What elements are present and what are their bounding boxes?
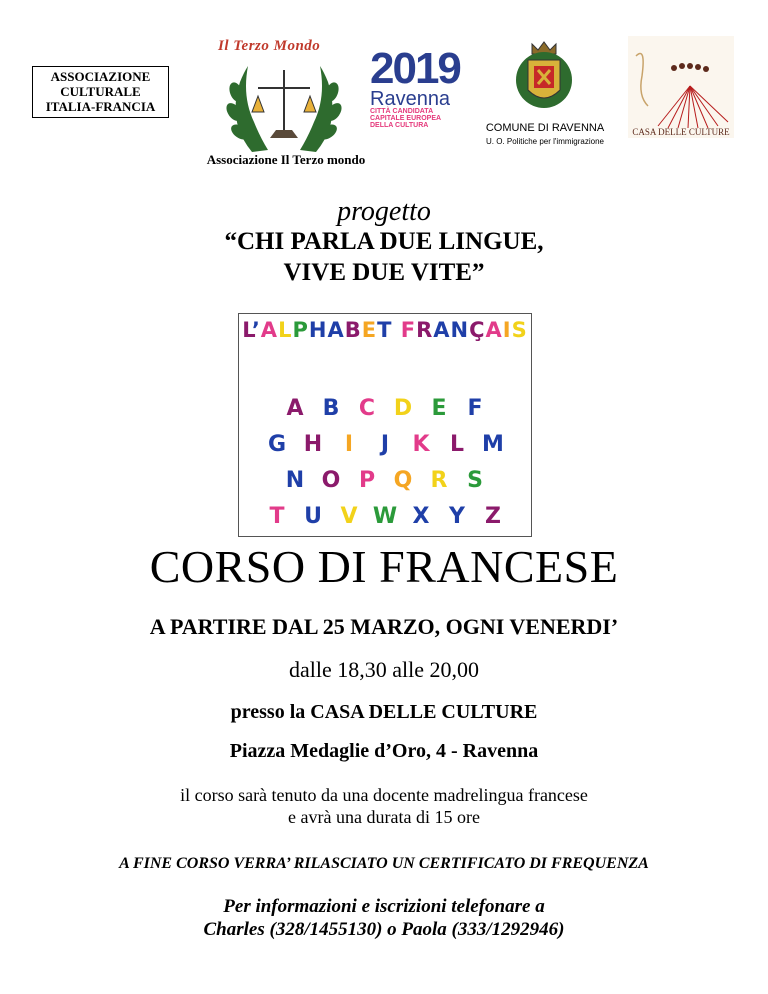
alphabet-title-letter: N	[450, 318, 470, 342]
course-title: CORSO DI FRANCESE	[149, 541, 619, 592]
ravenna-tagline-2: CAPITALE EUROPEA	[370, 115, 442, 122]
ravenna-tagline-1: CITTÀ CANDIDATA	[370, 108, 434, 115]
alphabet-letter-v: V	[340, 504, 358, 529]
alphabet-title-letter: R	[416, 318, 434, 342]
terzo-mondo-logo-title: Il Terzo Mondo	[218, 38, 321, 54]
course-info	[0, 784, 768, 828]
contact-line-2: Charles (328/1455130) o Paola (333/1292946)	[203, 919, 565, 940]
alphabet-letter-i: I	[344, 432, 354, 457]
alphabet-letter-t: T	[269, 504, 285, 529]
alphabet-title-letter: I	[502, 318, 512, 342]
ravenna-2019-logo	[370, 44, 470, 132]
info-line-2: e avrà una durata di 15 ore	[288, 807, 480, 827]
ravenna-name: Ravenna	[370, 88, 451, 110]
alphabet-row-1	[239, 396, 531, 421]
comune-di-ravenna: COMUNE DI RAVENNA	[485, 122, 605, 134]
alphabet-letter-y: Y	[449, 504, 465, 529]
alphabet-title-letter: E	[361, 318, 378, 342]
alphabet-letter-p: P	[358, 468, 376, 493]
alphabet-letter-a: A	[286, 396, 304, 421]
alphabet-letter-q: Q	[393, 468, 413, 493]
alphabet-title-letter	[392, 318, 400, 342]
alphabet-letter-e: E	[431, 396, 447, 421]
venue: presso la CASA DELLE CULTURE	[230, 701, 538, 723]
alphabet-letter-u: U	[304, 504, 322, 529]
alphabet-letter-x: X	[412, 504, 430, 529]
terzo-mondo-caption: Associazione Il Terzo mondo	[206, 152, 366, 167]
alphabet-title-letter: Ç	[469, 318, 486, 342]
alphabet-title-letter: ’	[251, 318, 261, 342]
alphabet-letter-z: Z	[485, 504, 501, 529]
contact-line-1: Per informazioni e iscrizioni telefonare a	[223, 896, 545, 917]
alphabet-title-letter: B	[344, 318, 362, 342]
associazione-italia-francia-box	[32, 66, 169, 118]
alphabet-letter-g: G	[267, 432, 287, 457]
alphabet-title-letter: A	[433, 318, 451, 342]
alphabet-title-letter: T	[377, 318, 393, 342]
progetto-label: progetto	[337, 196, 431, 227]
alphabet-letter-r: R	[430, 468, 448, 493]
alphabet-letter-l: L	[449, 432, 465, 457]
alphabet-title	[239, 318, 531, 342]
start-date: A PARTIRE DAL 25 MARZO, OGNI VENERDI’	[149, 614, 619, 639]
contact-info	[0, 895, 768, 941]
schedule-time: dalle 18,30 alle 20,00	[288, 657, 479, 682]
casa-delle-culture-logo	[628, 36, 734, 138]
alphabet-letter-j: J	[380, 432, 390, 457]
alphabet-title-letter: H	[308, 318, 328, 342]
comune-subtitle: U. O. Politiche per l'immigrazione	[485, 137, 604, 146]
alphabet-letter-s: S	[467, 468, 483, 493]
alphabet-row-2	[239, 432, 531, 457]
alphabet-letter-d: D	[393, 396, 413, 421]
alphabet-title-letter: P	[292, 318, 309, 342]
alphabet-title-letter: L	[278, 318, 293, 342]
alphabet-letter-n: N	[285, 468, 305, 493]
alphabet-title-letter: S	[511, 318, 528, 342]
alphabet-row-4	[239, 504, 531, 529]
address: Piazza Medaglie d’Oro, 4 - Ravenna	[229, 740, 539, 762]
alphabet-title-letter: A	[260, 318, 279, 342]
ravenna-tagline-3: DELLA CULTURA	[370, 122, 429, 129]
motto-line-2: VIVE DUE VITE”	[283, 259, 485, 286]
assoc-line-2: CULTURALE	[60, 84, 141, 99]
alphabet-letter-o: O	[321, 468, 341, 493]
alphabet-letter-k: K	[412, 432, 430, 457]
comune-ravenna-crest	[512, 40, 576, 112]
alphabet-letter-h: H	[303, 432, 323, 457]
info-line-1: il corso sarà tenuto da una docente madrelingua francese	[180, 785, 588, 805]
ravenna-year: 2019	[370, 44, 460, 93]
project-motto	[0, 226, 768, 288]
alphabet-letter-b: B	[322, 396, 340, 421]
alphabet-image	[238, 313, 532, 537]
alphabet-letter-m: M	[482, 432, 504, 457]
alphabet-title-letter: A	[485, 318, 503, 342]
alphabet-title-letter: A	[327, 318, 345, 342]
certificate-notice: A FINE CORSO VERRA’ RILASCIATO UN CERTIFICATO DI FREQUENZA	[119, 855, 649, 872]
assoc-line-3: ITALIA-FRANCIA	[45, 99, 156, 114]
assoc-line-1: ASSOCIAZIONE	[50, 69, 151, 84]
casa-delle-culture-label: CASA DELLE CULTURE	[632, 127, 730, 137]
alphabet-letter-c: C	[358, 396, 376, 421]
alphabet-letter-w: W	[372, 504, 398, 529]
terzo-mondo-wreath-logo	[222, 52, 346, 164]
alphabet-row-3	[239, 468, 531, 493]
alphabet-title-letter: F	[400, 318, 417, 342]
motto-line-1: “CHI PARLA DUE LINGUE,	[224, 228, 544, 255]
alphabet-title-letter: L	[242, 318, 252, 342]
alphabet-letter-f: F	[467, 396, 483, 421]
